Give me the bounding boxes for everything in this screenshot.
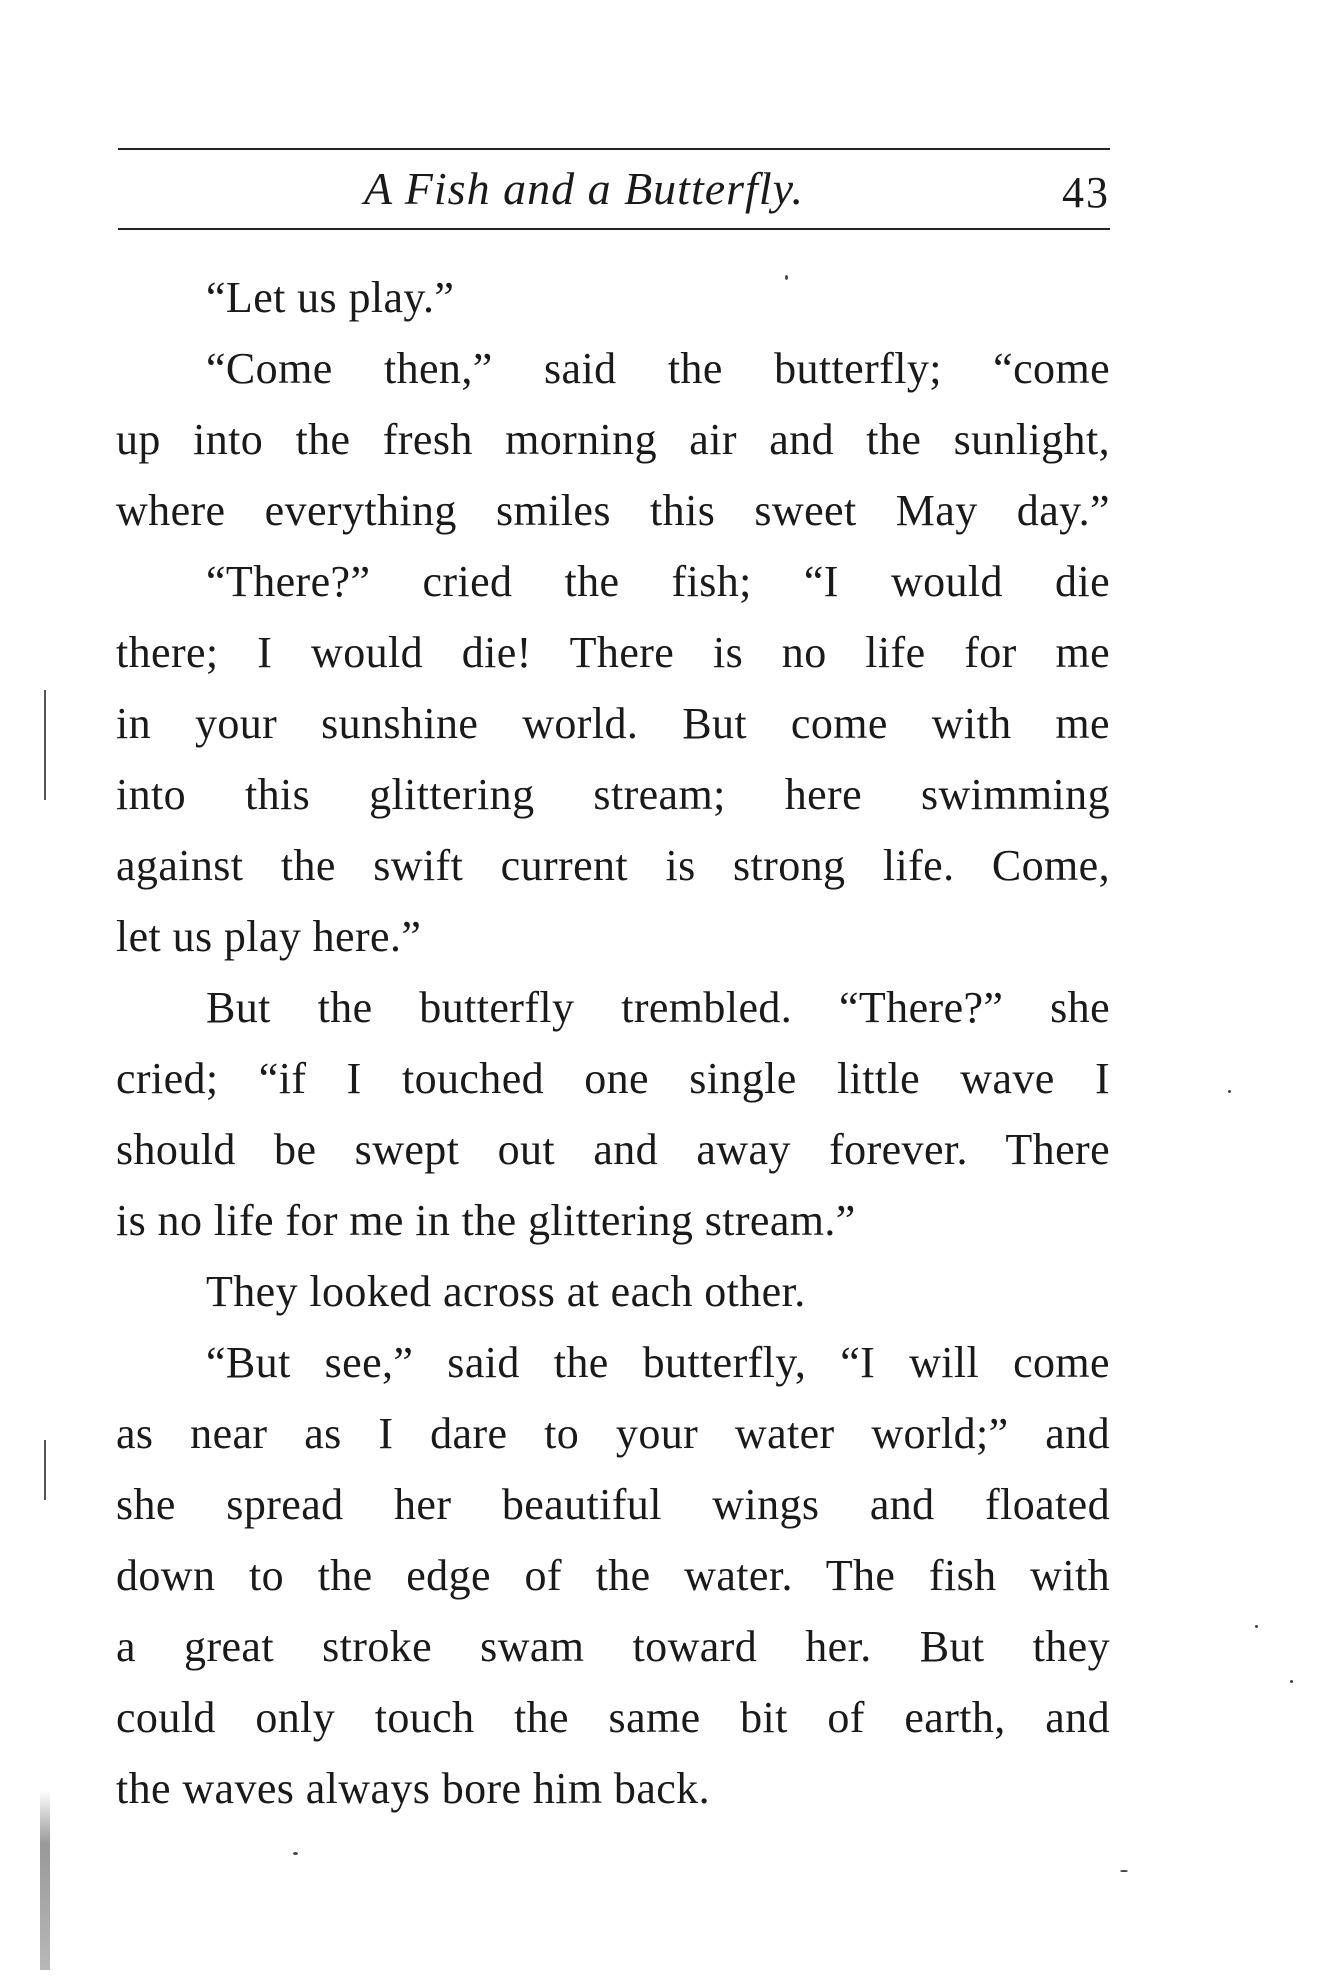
text-body — [116, 262, 1110, 1824]
header-rule-bottom — [118, 228, 1110, 230]
text-line: in your sunshine world. But come with me — [116, 699, 1110, 748]
text-line: “There?” cried the fish; “I would die — [206, 557, 1110, 606]
text-line: where everything smiles this sweet May day.” — [116, 486, 1110, 535]
scan-speck — [1120, 1870, 1128, 1872]
text-line: “But see,” said the butterfly, “I will come — [206, 1338, 1110, 1387]
text-line: there; I would die! There is no life for me — [116, 628, 1110, 677]
running-title: A Fish and a Butterfly. — [364, 163, 804, 214]
text-line: as near as I dare to your water world;” and — [116, 1409, 1110, 1458]
text-line: she spread her beautiful wings and floated — [116, 1480, 1110, 1529]
text-line: up into the fresh morning air and the sunlight, — [116, 415, 1110, 464]
scan-edge-shadow — [40, 1790, 50, 1970]
text-line: “Let us play.” — [206, 273, 455, 322]
text-line: should be swept out and away forever. There — [116, 1125, 1110, 1174]
text-line: But the butterfly trembled. “There?” she — [206, 983, 1110, 1032]
text-line: cried; “if I touched one single little wave I — [116, 1054, 1110, 1103]
text-line: is no life for me in the glittering stream.” — [116, 1196, 856, 1245]
text-line: down to the edge of the water. The fish with — [116, 1551, 1110, 1600]
text-line: against the swift current is strong life. Come, — [116, 841, 1110, 890]
text-line: “Come then,” said the butterfly; “come — [206, 344, 1110, 393]
scan-margin-mark — [44, 1440, 46, 1500]
text-line: a great stroke swam toward her. But they — [116, 1622, 1110, 1671]
scan-speck — [1290, 1680, 1293, 1683]
scan-speck — [1228, 1090, 1231, 1093]
text-line: let us play here.” — [116, 912, 422, 961]
page-number: 43 — [1062, 168, 1110, 217]
scan-margin-mark — [44, 690, 46, 800]
scan-speck — [293, 1852, 298, 1855]
text-line: the waves always bore him back. — [116, 1764, 710, 1813]
header-rule-top — [118, 148, 1110, 150]
text-line: They looked across at each other. — [206, 1267, 806, 1316]
scan-speck — [785, 275, 788, 280]
running-head — [118, 158, 1110, 220]
text-line: could only touch the same bit of earth, and — [116, 1693, 1110, 1742]
scan-speck — [1255, 1625, 1258, 1628]
text-line: into this glittering stream; here swimming — [116, 770, 1110, 819]
